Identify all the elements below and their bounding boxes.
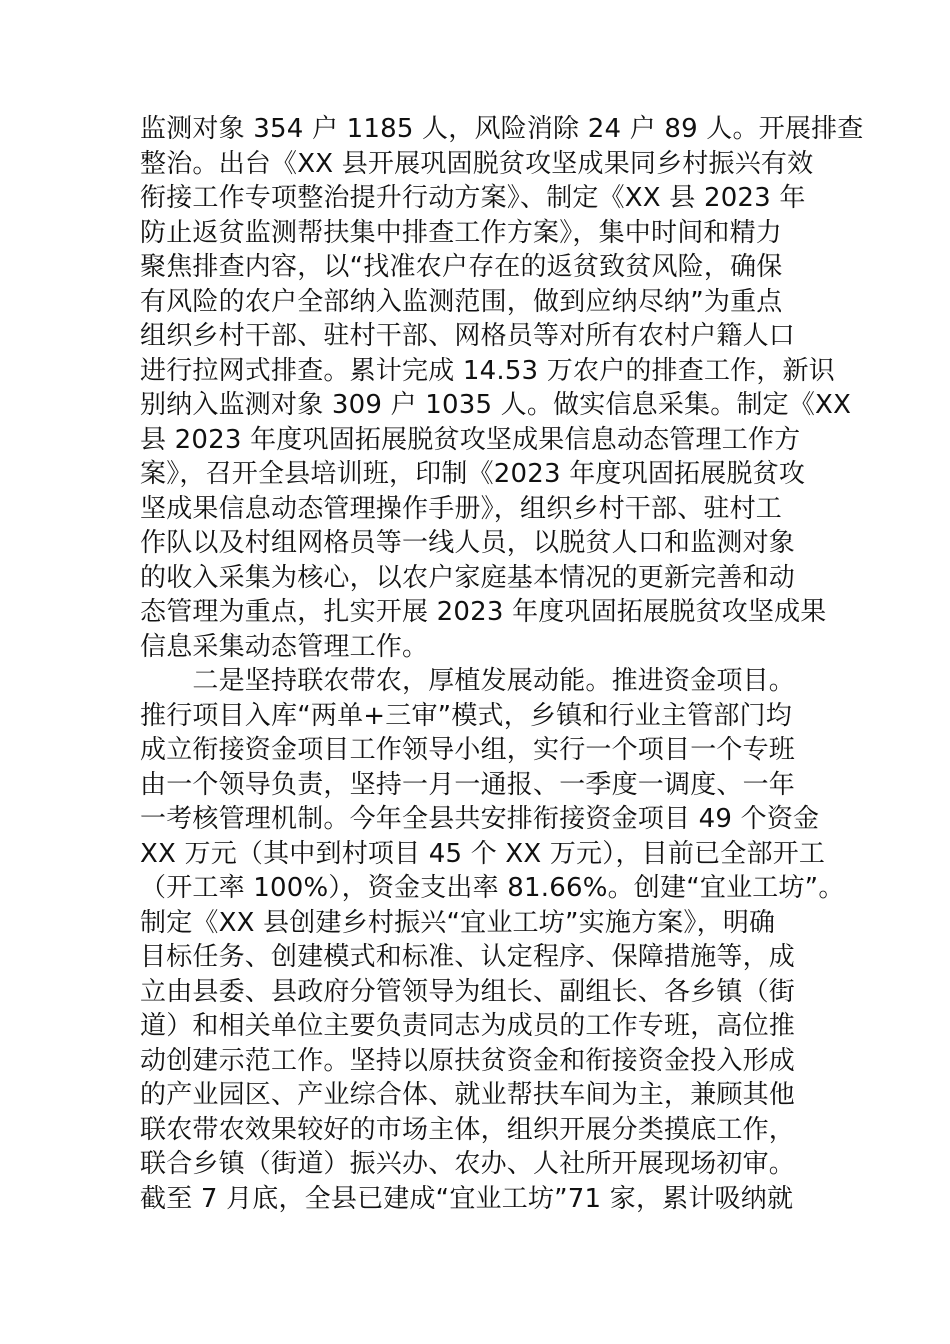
text-line: 县 2023 年度巩固拓展脱贫攻坚成果信息动态管理工作方: [140, 424, 801, 455]
text-line: 立由县委、县政府分管领导为组长、副组长、各乡镇（街: [140, 976, 796, 1007]
text-line: 一考核管理机制。今年全县共安排衔接资金项目 49 个资金: [140, 804, 820, 834]
text-line: 二是坚持联农带农，厚植发展动能。推进资金项目。: [140, 666, 796, 696]
text-line: 制定《XX 县创建乡村振兴“宜业工坊”实施方案》，明确: [140, 907, 776, 938]
text-line: 联合乡镇（街道）振兴办、农办、人社所开展现场初审。: [140, 1149, 796, 1179]
text-line: 衔接工作专项整治提升行动方案》、制定《XX 县 2023 年: [140, 183, 806, 213]
text-line: 态管理为重点，扎实开展 2023 年度巩固拓展脱贫攻坚成果: [140, 597, 827, 627]
text-line: 案》，召开全县培训班，印制《2023 年度巩固拓展脱贫攻: [140, 459, 806, 489]
text-line: 坚成果信息动态管理操作手册》，组织乡村干部、驻村工: [140, 493, 783, 524]
text-line: 信息采集动态管理工作。: [140, 631, 429, 662]
text-line: 截至 7 月底，全县已建成“宜业工坊”71 家，累计吸纳就: [140, 1183, 794, 1214]
text-line: 的产业园区、产业综合体、就业帮扶车间为主，兼顾其他: [140, 1080, 796, 1110]
text-line: 聚焦排查内容，以“找准农户存在的返贫致贫风险，确保: [140, 252, 783, 282]
text-line: 有风险的农户全部纳入监测范围，做到应纳尽纳”为重点: [140, 286, 783, 317]
text-line: 监测对象 354 户 1185 人，风险消除 24 户 89 人。开展排查: [140, 114, 864, 144]
text-line: 防止返贫监测帮扶集中排查工作方案》，集中时间和精力: [140, 217, 783, 248]
text-line: 组织乡村干部、驻村干部、网格员等对所有农村户籍人口: [140, 321, 796, 351]
text-line: 整治。出台《XX 县开展巩固脱贫攻坚成果同乡村振兴有效: [140, 148, 814, 179]
text-line: 目标任务、创建模式和标准、认定程序、保障措施等，成: [140, 942, 796, 972]
text-line: XX 万元（其中到村项目 45 个 XX 万元），目前已全部开工: [140, 838, 826, 869]
text-line: 别纳入监测对象 309 户 1035 人。做实信息采集。制定《XX: [140, 390, 852, 420]
text-line: 进行拉网式排查。累计完成 14.53 万农户的排查工作，新识: [140, 355, 835, 386]
text-line: 由一个领导负责，坚持一月一通报、一季度一调度、一年: [140, 769, 796, 800]
text-line: 推行项目入库“两单+三审”模式，乡镇和行业主管部门均: [140, 700, 792, 731]
text-line: 联农带农效果较好的市场主体，组织开展分类摸底工作，: [140, 1114, 796, 1145]
text-line: 道）和相关单位主要负责同志为成员的工作专班，高位推: [140, 1011, 796, 1041]
body-text: [140, 112, 864, 1216]
text-line: 作队以及村组网格员等一线人员，以脱贫人口和监测对象: [140, 528, 796, 558]
text-line: （开工率 100%），资金支出率 81.66%。创建“宜业工坊”。: [140, 873, 845, 903]
text-line: 的收入采集为核心，以农户家庭基本情况的更新完善和动: [140, 562, 796, 593]
text-line: 动创建示范工作。坚持以原扶贫资金和衔接资金投入形成: [140, 1045, 796, 1076]
text-line: 成立衔接资金项目工作领导小组，实行一个项目一个专班: [140, 735, 796, 765]
